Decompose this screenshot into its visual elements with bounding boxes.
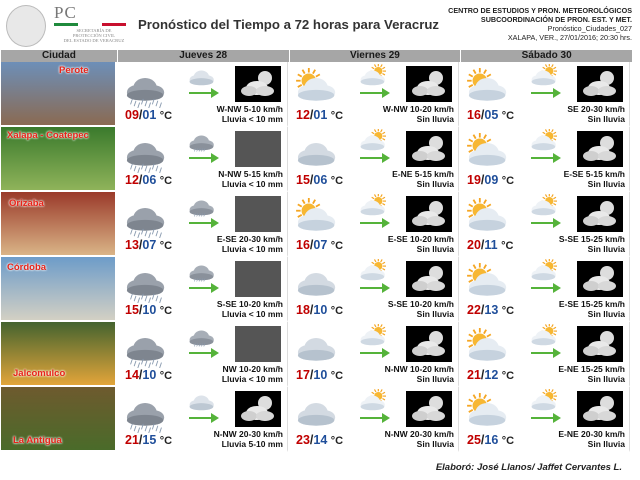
max-temp: 16 <box>296 238 310 252</box>
rain-icon <box>121 393 171 433</box>
wind-rain <box>217 299 283 319</box>
day-column-header: Jueves 28 <box>118 50 290 62</box>
pc-logo <box>4 2 126 48</box>
min-temp: 01 <box>142 108 157 122</box>
min-temp: 06 <box>142 173 157 187</box>
day-column-header: Sábado 30 <box>461 50 633 62</box>
max-temp: 17 <box>296 368 310 382</box>
wind-text: N-NW 10-20 km/h <box>384 364 454 374</box>
city-photo <box>1 257 117 322</box>
night-sky-icon <box>235 326 281 362</box>
temperature: 23/14 °C <box>296 433 344 447</box>
temp-unit: °C <box>159 370 173 382</box>
wind-rain <box>558 364 625 384</box>
forecast-table <box>1 50 633 452</box>
night-cloud-icon <box>235 391 281 427</box>
forecast-cell <box>459 322 630 387</box>
forecast-cell <box>459 257 630 322</box>
max-temp: 15 <box>125 303 139 317</box>
header <box>0 0 640 52</box>
sun-cloud-icon <box>463 133 513 173</box>
forecast-cell <box>288 192 459 257</box>
city-photo <box>1 322 117 387</box>
wind-rain <box>388 234 454 254</box>
arrow-right-icon <box>360 411 390 423</box>
wind-text: S-SE 10-20 km/h <box>216 299 283 309</box>
wind-text: NW 10-20 km/h <box>222 364 283 374</box>
temp-unit: °C <box>159 110 173 122</box>
file-name: Pronóstico_Ciudades_027 <box>547 24 632 33</box>
night-cloud-icon <box>577 391 623 427</box>
max-temp: 18 <box>296 303 310 317</box>
night-sky-icon <box>235 196 281 232</box>
flag-stripe <box>54 23 126 26</box>
arrow-right-icon <box>360 216 390 228</box>
min-temp: 10 <box>313 368 328 382</box>
sun-cloud-icon <box>463 198 513 238</box>
wind-text: S-SE 10-20 km/h <box>387 299 454 309</box>
min-temp: 07 <box>142 238 157 252</box>
temp-unit: °C <box>159 175 173 187</box>
night-sky-icon <box>235 131 281 167</box>
max-temp: 13 <box>125 238 139 252</box>
temperature: 20/11 °C <box>467 238 514 252</box>
min-temp: 16 <box>484 433 499 447</box>
wind-rain <box>222 364 283 384</box>
rain-text: Sin lluvia <box>416 114 454 124</box>
rain-icon <box>121 68 171 108</box>
rain-text: Sin lluvia <box>587 439 625 449</box>
min-temp: 06 <box>313 173 328 187</box>
wind-text: S-SE 15-25 km/h <box>558 234 625 244</box>
sun-cloud-icon <box>463 393 513 433</box>
arrow-right-icon <box>189 411 219 423</box>
temperature: 21/15 °C <box>125 433 173 447</box>
min-temp: 09 <box>484 173 499 187</box>
arrow-right-icon <box>189 281 219 293</box>
temp-unit: °C <box>501 240 514 252</box>
wind-rain <box>217 104 283 124</box>
rain-text: Sin lluvia <box>587 374 625 384</box>
rain-text: Lluvia < 10 mm <box>221 244 283 254</box>
cloud-icon <box>292 263 342 303</box>
wind-text: E-SE 5-15 km/h <box>563 169 625 179</box>
arrow-right-icon <box>189 151 219 163</box>
forecast-cell <box>459 192 630 257</box>
temperature: 16/05 °C <box>467 108 515 122</box>
min-temp: 10 <box>313 303 328 317</box>
max-temp: 15 <box>296 173 310 187</box>
wind-rain <box>383 104 454 124</box>
max-temp: 21 <box>467 368 481 382</box>
forecast-cell <box>117 387 288 452</box>
max-temp: 19 <box>467 173 481 187</box>
temperature: 22/13 °C <box>467 303 515 317</box>
forecast-cell <box>117 192 288 257</box>
sun-cloud-icon <box>463 68 513 108</box>
wind-rain <box>558 429 625 449</box>
temp-unit: °C <box>501 110 515 122</box>
wind-rain <box>385 364 454 384</box>
wind-rain <box>559 234 625 254</box>
forecast-cell <box>459 387 630 452</box>
temperature: 15/06 °C <box>296 173 344 187</box>
max-temp: 12 <box>296 108 310 122</box>
night-cloud-icon <box>577 196 623 232</box>
arrow-right-icon <box>360 151 390 163</box>
night-cloud-icon <box>406 131 452 167</box>
author-credit: Elaboró: José Llanos/ Jaffet Cervantes L. <box>435 462 622 473</box>
wind-rain <box>385 429 454 449</box>
wind-text: W-NW 5-10 km/h <box>216 104 283 114</box>
forecast-cell <box>117 257 288 322</box>
rain-text: Lluvia < 10 mm <box>221 114 283 124</box>
arrow-right-icon <box>189 216 219 228</box>
wind-rain <box>388 299 454 319</box>
temperature: 16/07 °C <box>296 238 344 252</box>
temperature: 09/01 °C <box>125 108 173 122</box>
arrow-right-icon <box>531 86 561 98</box>
wind-rain <box>217 234 283 254</box>
max-temp: 25 <box>467 433 481 447</box>
arrow-right-icon <box>189 86 219 98</box>
wind-rain <box>392 169 454 189</box>
city-photo <box>1 127 117 192</box>
forecast-cell <box>288 257 459 322</box>
temp-unit: °C <box>159 240 173 252</box>
city-name: Perote <box>59 65 89 76</box>
max-temp: 09 <box>125 108 139 122</box>
night-cloud-icon <box>577 66 623 102</box>
wind-text: N-NW 20-30 km/h <box>384 429 454 439</box>
wind-rain <box>218 169 283 189</box>
arrow-right-icon <box>360 86 390 98</box>
rain-icon <box>121 198 171 238</box>
temperature: 25/16 °C <box>467 433 515 447</box>
wind-text: N-NW 20-30 km/h <box>213 429 283 439</box>
forecast-cell <box>117 127 288 192</box>
temperature: 15/10 °C <box>125 303 173 317</box>
temp-unit: °C <box>501 175 515 187</box>
min-temp: 01 <box>313 108 328 122</box>
wind-text: SE 20-30 km/h <box>567 104 625 114</box>
sun-cloud-icon <box>463 328 513 368</box>
city-photo <box>1 62 117 127</box>
temp-unit: °C <box>330 370 344 382</box>
temp-unit: °C <box>501 370 515 382</box>
state-seal-icon <box>6 5 46 47</box>
max-temp: 14 <box>125 368 139 382</box>
night-sky-icon <box>235 261 281 297</box>
table-row <box>1 322 633 387</box>
rain-text: Lluvia < 10 mm <box>221 309 283 319</box>
cloud-icon <box>292 393 342 433</box>
temp-unit: °C <box>330 240 344 252</box>
rain-text: Lluvia < 10 mm <box>221 374 283 384</box>
max-temp: 22 <box>467 303 481 317</box>
temp-unit: °C <box>330 175 344 187</box>
rain-text: Sin lluvia <box>587 114 625 124</box>
issue-datetime: XALAPA, VER., 27/01/2016; 20:30 hrs. <box>507 33 632 42</box>
min-temp: 10 <box>142 303 157 317</box>
cloud-icon <box>292 133 342 173</box>
temperature: 19/09 °C <box>467 173 515 187</box>
night-cloud-icon <box>235 66 281 102</box>
arrow-right-icon <box>360 281 390 293</box>
city-photo <box>1 387 117 452</box>
city-name: Orizaba <box>9 198 44 209</box>
temperature: 14/10 °C <box>125 368 173 382</box>
wind-text: E-NE 15-25 km/h <box>558 364 625 374</box>
wind-text: E-SE 10-20 km/h <box>387 234 454 244</box>
rain-text: Sin lluvia <box>587 309 625 319</box>
wind-text: N-NW 5-15 km/h <box>218 169 283 179</box>
min-temp: 11 <box>484 238 498 252</box>
page-title: Pronóstico del Tiempo a 72 horas para Veracruz <box>138 17 439 32</box>
min-temp: 15 <box>142 433 157 447</box>
city-name: Xalapa - Coatepec <box>7 130 89 141</box>
night-cloud-icon <box>577 261 623 297</box>
temp-unit: °C <box>159 305 173 317</box>
forecast-center-info: CENTRO DE ESTUDIOS Y PRON. METEOROLÓGICOS SUBCOORDINACIÓN DE PRON. EST. Y MET. Pronóstico_Ciudades_027 XALAPA, VER., 27/01/2016; 20:30 hrs. <box>448 6 632 42</box>
rain-text: Lluvia 5-10 mm <box>221 439 283 449</box>
sun-cloud-icon <box>292 68 342 108</box>
wind-text: E-NE 20-30 km/h <box>558 429 625 439</box>
min-temp: 07 <box>313 238 328 252</box>
temp-unit: °C <box>330 305 344 317</box>
city-name: La Antigua <box>13 435 62 446</box>
rain-text: Sin lluvia <box>416 309 454 319</box>
logo-text: PC <box>54 3 77 22</box>
min-temp: 14 <box>313 433 328 447</box>
rain-text: Sin lluvia <box>587 179 625 189</box>
arrow-right-icon <box>360 346 390 358</box>
rain-text: Sin lluvia <box>416 179 454 189</box>
city-name: Jalcomulco <box>13 368 66 379</box>
rain-icon <box>121 133 171 173</box>
night-cloud-icon <box>406 391 452 427</box>
temperature: 17/10 °C <box>296 368 344 382</box>
table-header <box>1 50 633 62</box>
city-column-header: Ciudad <box>1 50 118 62</box>
max-temp: 12 <box>125 173 139 187</box>
arrow-right-icon <box>189 346 219 358</box>
table-row <box>1 127 633 192</box>
forecast-cell <box>117 322 288 387</box>
forecast-cell <box>459 127 630 192</box>
rain-text: Sin lluvia <box>416 244 454 254</box>
max-temp: 21 <box>125 433 139 447</box>
wind-rain <box>559 299 625 319</box>
wind-text: W-NW 10-20 km/h <box>382 104 454 114</box>
forecast-cell <box>288 62 459 127</box>
arrow-right-icon <box>531 346 561 358</box>
temperature: 18/10 °C <box>296 303 344 317</box>
max-temp: 16 <box>467 108 481 122</box>
night-cloud-icon <box>406 66 452 102</box>
min-temp: 13 <box>484 303 499 317</box>
arrow-right-icon <box>531 281 561 293</box>
rain-text: Lluvia < 10 mm <box>221 179 283 189</box>
forecast-cell <box>288 127 459 192</box>
city-photo <box>1 192 117 257</box>
sun-cloud-icon <box>292 198 342 238</box>
cloud-icon <box>292 328 342 368</box>
temp-unit: °C <box>501 435 515 447</box>
city-name: Córdoba <box>7 262 47 273</box>
min-temp: 10 <box>142 368 157 382</box>
wind-text: E-SE 15-25 km/h <box>558 299 625 309</box>
night-cloud-icon <box>577 326 623 362</box>
rain-text: Sin lluvia <box>416 374 454 384</box>
min-temp: 12 <box>484 368 499 382</box>
wind-rain <box>214 429 283 449</box>
temp-unit: °C <box>501 305 515 317</box>
temp-unit: °C <box>330 110 344 122</box>
table-row <box>1 387 633 452</box>
max-temp: 23 <box>296 433 310 447</box>
temperature: 13/07 °C <box>125 238 173 252</box>
forecast-cell <box>459 62 630 127</box>
night-cloud-icon <box>406 326 452 362</box>
sun-cloud-icon <box>463 263 513 303</box>
arrow-right-icon <box>531 411 561 423</box>
wind-rain <box>564 169 625 189</box>
day-column-header: Viernes 29 <box>290 50 462 62</box>
temperature: 12/01 °C <box>296 108 344 122</box>
min-temp: 05 <box>484 108 499 122</box>
arrow-right-icon <box>531 151 561 163</box>
max-temp: 20 <box>467 238 481 252</box>
temperature: 12/06 °C <box>125 173 173 187</box>
temperature: 21/12 °C <box>467 368 515 382</box>
night-cloud-icon <box>406 196 452 232</box>
org-name: SECRETARÍA DE PROTECCIÓN CIVIL DEL ESTADO DE VERACRUZ <box>63 28 125 44</box>
night-cloud-icon <box>577 131 623 167</box>
night-cloud-icon <box>406 261 452 297</box>
rain-icon <box>121 328 171 368</box>
forecast-cell <box>117 62 288 127</box>
temp-unit: °C <box>159 435 173 447</box>
forecast-cell <box>288 322 459 387</box>
wind-text: E-SE 20-30 km/h <box>216 234 283 244</box>
rain-text: Sin lluvia <box>587 244 625 254</box>
rain-icon <box>121 263 171 303</box>
rain-text: Sin lluvia <box>416 439 454 449</box>
table-row <box>1 192 633 257</box>
arrow-right-icon <box>531 216 561 228</box>
table-row <box>1 257 633 322</box>
table-row <box>1 62 633 127</box>
temp-unit: °C <box>330 435 344 447</box>
forecast-cell <box>288 387 459 452</box>
wind-rain <box>567 104 625 124</box>
wind-text: E-NE 5-15 km/h <box>392 169 454 179</box>
